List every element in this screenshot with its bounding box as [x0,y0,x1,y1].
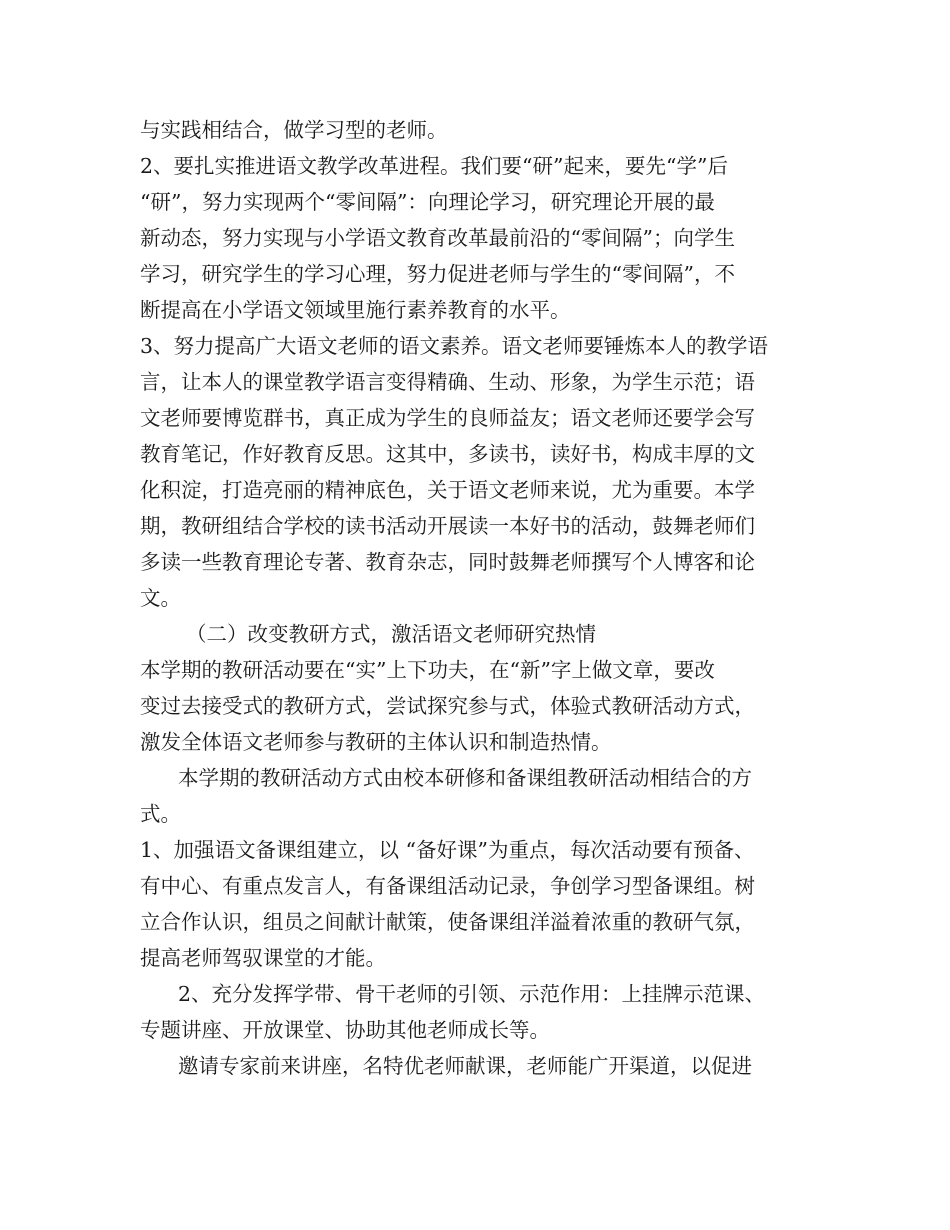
text-line: 有中心、有重点发言人，有备课组活动记录，争创学习型备课组。树 [140,874,755,898]
section-heading: （二）改变教研方式，激活语文老师研究热情 [186,622,596,646]
text-line: 文。 [140,586,181,610]
text-line: 言，让本人的课堂教学语言变得精确、生动、形象，为学生示范；语 [140,370,755,394]
text-line: 断提高在小学语文领域里施行素养教育的水平。 [140,298,571,322]
text-line: 文老师要博览群书，真正成为学生的良师益友；语文老师还要学会写 [140,406,755,430]
text-line: 新动态，努力实现与小学语文教育改革最前沿的“零间隔”；向学生 [140,226,735,250]
text-line: “研”，努力实现两个“零间隔”：向理论学习，研究理论开展的最 [140,190,715,214]
text-line: 立合作认识，组员之间献计献策，使备课组洋溢着浓重的教研气氛， [140,910,755,934]
text-line: 提高老师驾驭课堂的才能。 [140,946,386,970]
text-line: 本学期的教研活动要在“实”上下功夫，在“新”字上做文章，要改 [140,658,715,682]
text-line: 与实践相结合，做学习型的老师。 [140,118,448,142]
text-line: 变过去接受式的教研方式，尝试探究参与式，体验式教研活动方式， [140,694,755,718]
text-line: 邀请专家前来讲座，名特优老师献课，老师能广开渠道，以促进 [178,1054,752,1078]
text-line: 2、充分发挥学带、骨干老师的引领、示范作用：上挂牌示范课、 [178,982,766,1006]
text-line: 3、努力提高广大语文老师的语文素养。语文老师要锤炼本人的教学语 [140,334,769,358]
text-line: 多读一些教育理论专著、教育杂志，同时鼓舞老师撰写个人博客和论 [140,550,755,574]
text-line: 本学期的教研活动方式由校本研修和备课组教研活动相结合的方 [178,766,752,790]
text-line: 期，教研组结合学校的读书活动开展读一本好书的活动，鼓舞老师们 [140,514,755,538]
text-line: 激发全体语文老师参与教研的主体认识和制造热情。 [140,730,612,754]
text-line: 1、加强语文备课组建立，以 “备好课”为重点，每次活动要有预备、 [140,838,755,862]
text-line: 教育笔记，作好教育反思。这其中，多读书，读好书，构成丰厚的文 [140,442,755,466]
text-line: 专题讲座、开放课堂、协助其他老师成长等。 [140,1018,550,1042]
text-line: 2、要扎实推进语文教学改革进程。我们要“研”起来，要先“学”后 [140,154,728,178]
text-line: 化积淀，打造亮丽的精神底色，关于语文老师来说，尤为重要。本学 [140,478,755,502]
text-line: 式。 [140,802,181,826]
text-line: 学习，研究学生的学习心理，努力促进老师与学生的“零间隔”，不 [140,262,735,286]
